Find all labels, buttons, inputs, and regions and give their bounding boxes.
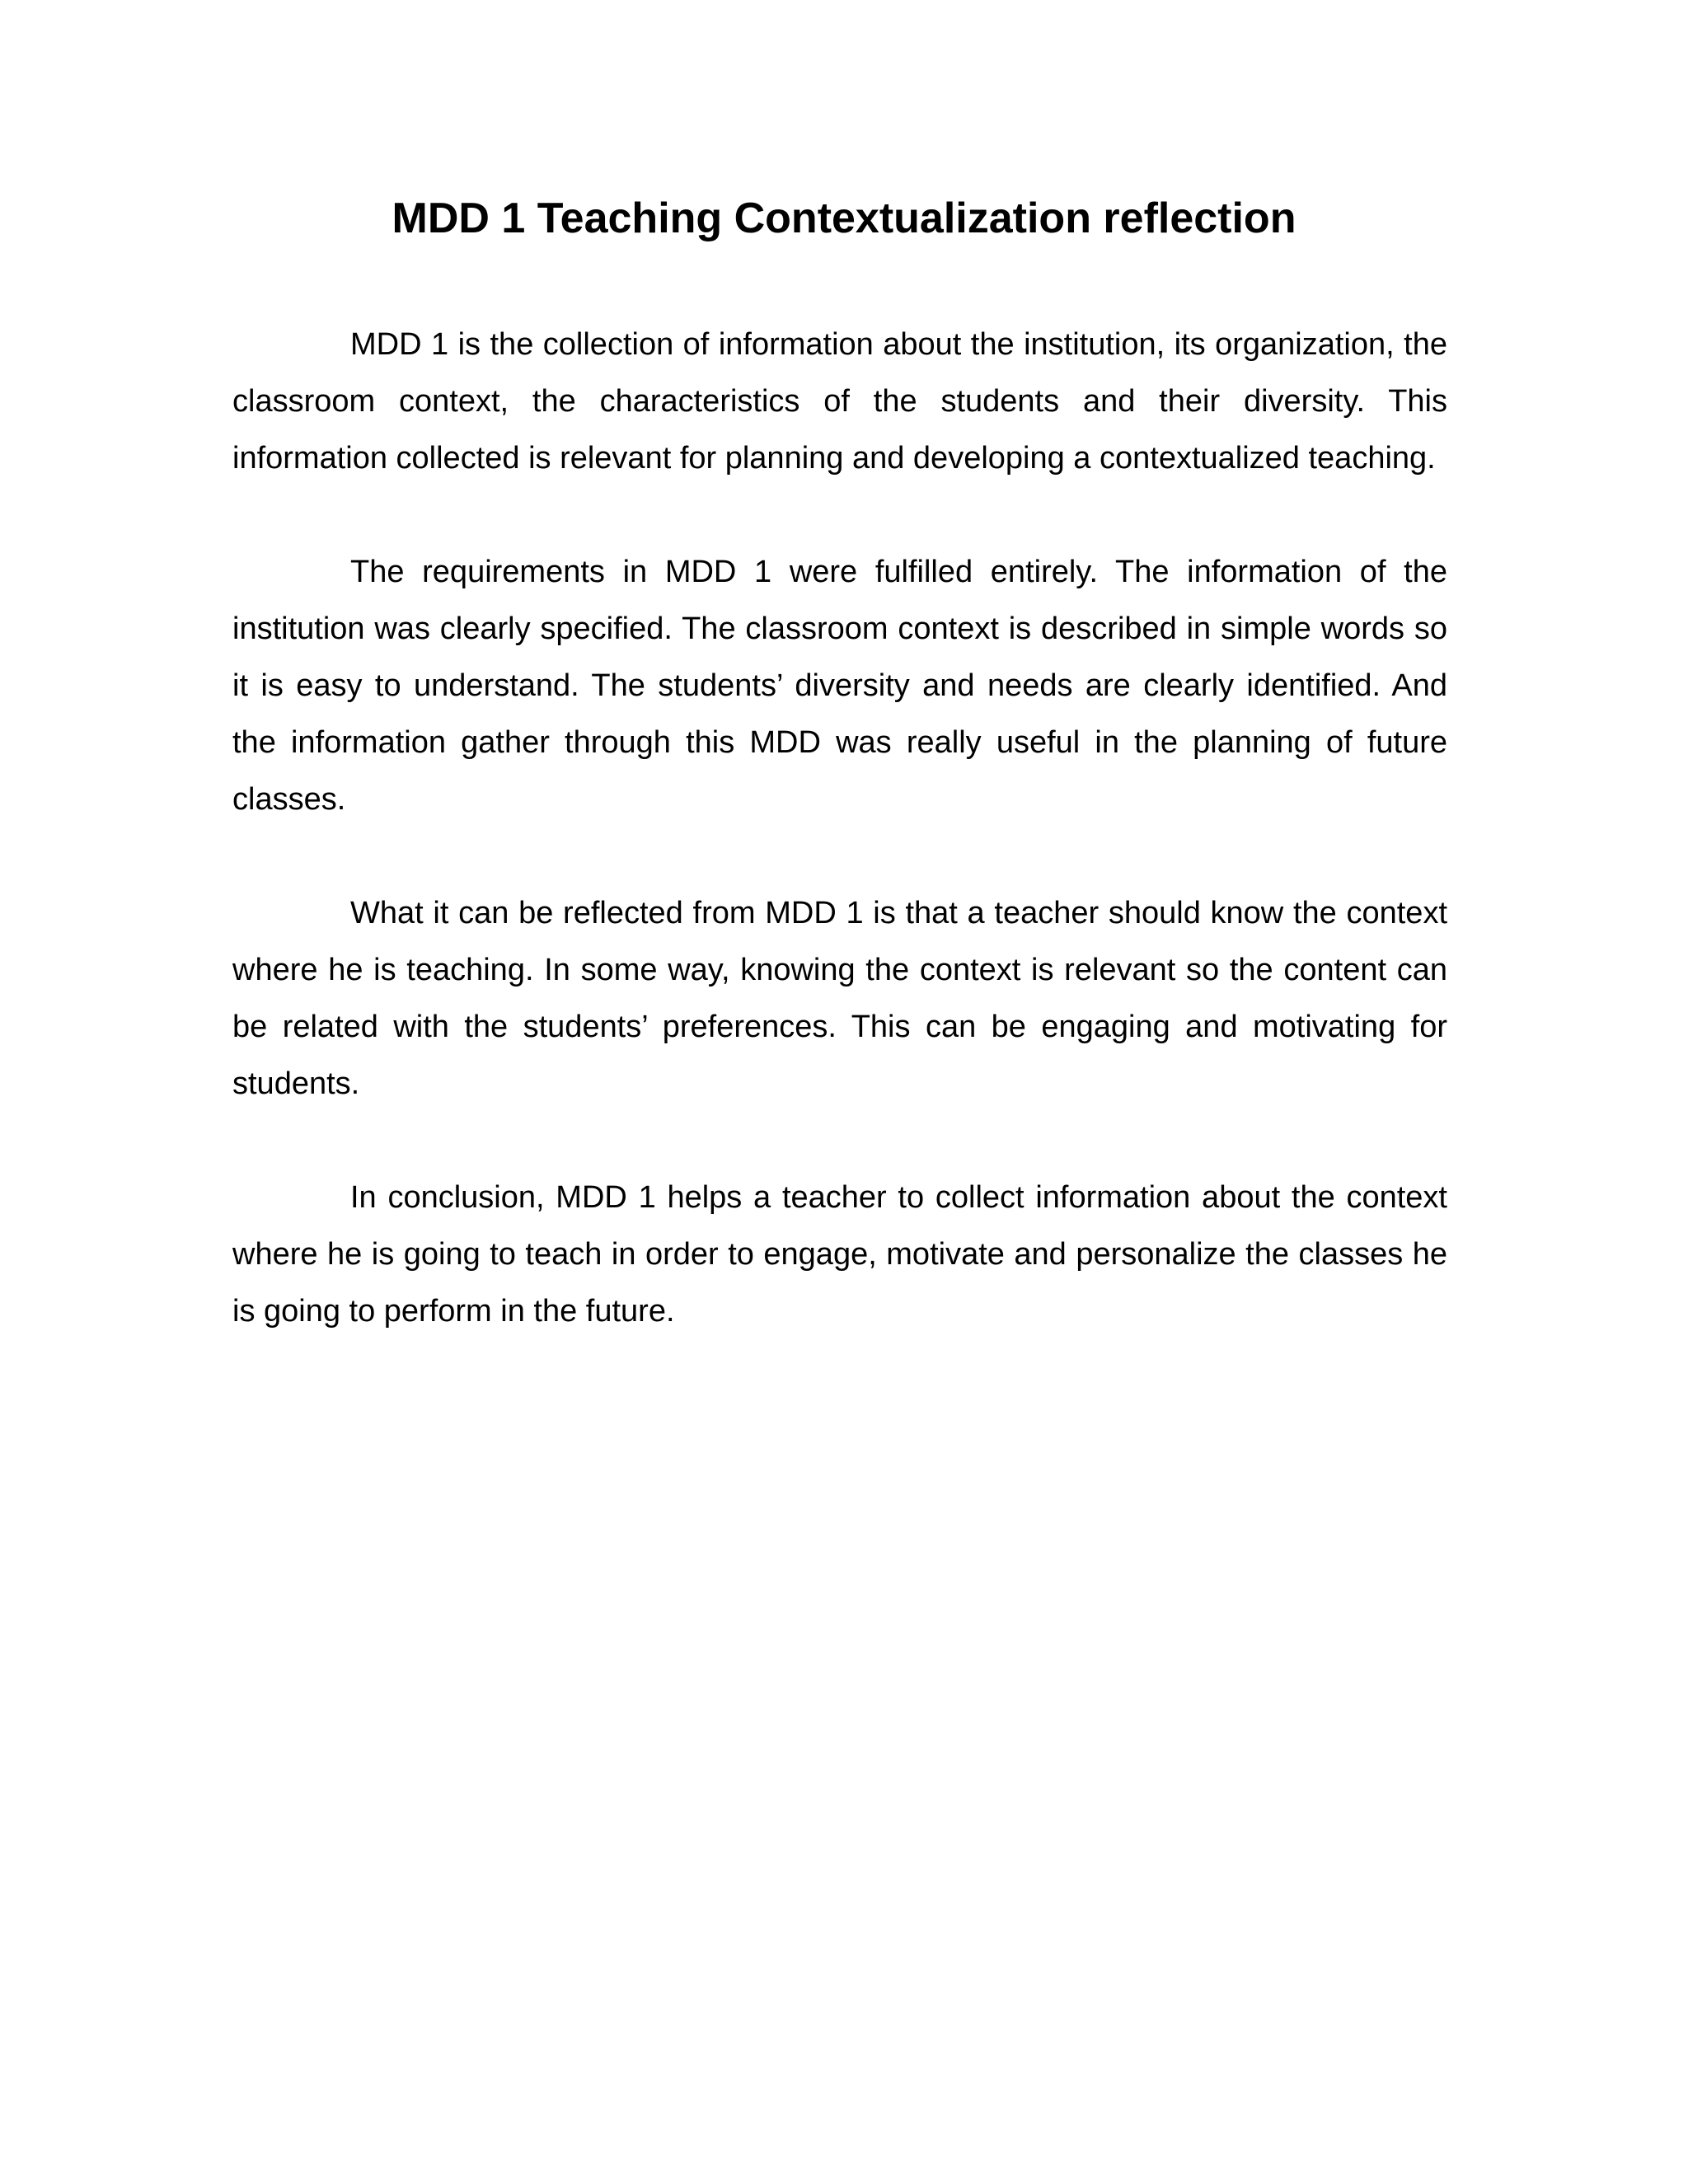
paragraph-introduction: MDD 1 is the collection of information about the institution, its organization, the classroom context, the characteristics of the students and their diversity. This information collected is relevant for planning and developing a contextualized teaching.: [232, 327, 1447, 476]
paragraph-requirements: The requirements in MDD 1 were fulfilled entirely. The information of the institution was clearly specified. The classroom context is described in simple words so it is easy to understand. The students’ diversity and needs are clearly identified. And the information gather through this MDD was really useful in the planning of future classes.: [232, 555, 1447, 817]
paragraph-conclusion: In conclusion, MDD 1 helps a teacher to collect information about the context where he is going to teach in order to engage, motivate and personalize the classes he is going to perform in the future.: [232, 1180, 1447, 1329]
document-body: [232, 316, 1447, 1397]
paragraph-reflection: What it can be reflected from MDD 1 is that a teacher should know the context where he is teaching. In some way, knowing the context is relevant so the content can be related with the students’ preferences. This can be engaging and motivating for students.: [232, 896, 1447, 1101]
document-title: MDD 1 Teaching Contextualization reflection: [392, 194, 1296, 242]
